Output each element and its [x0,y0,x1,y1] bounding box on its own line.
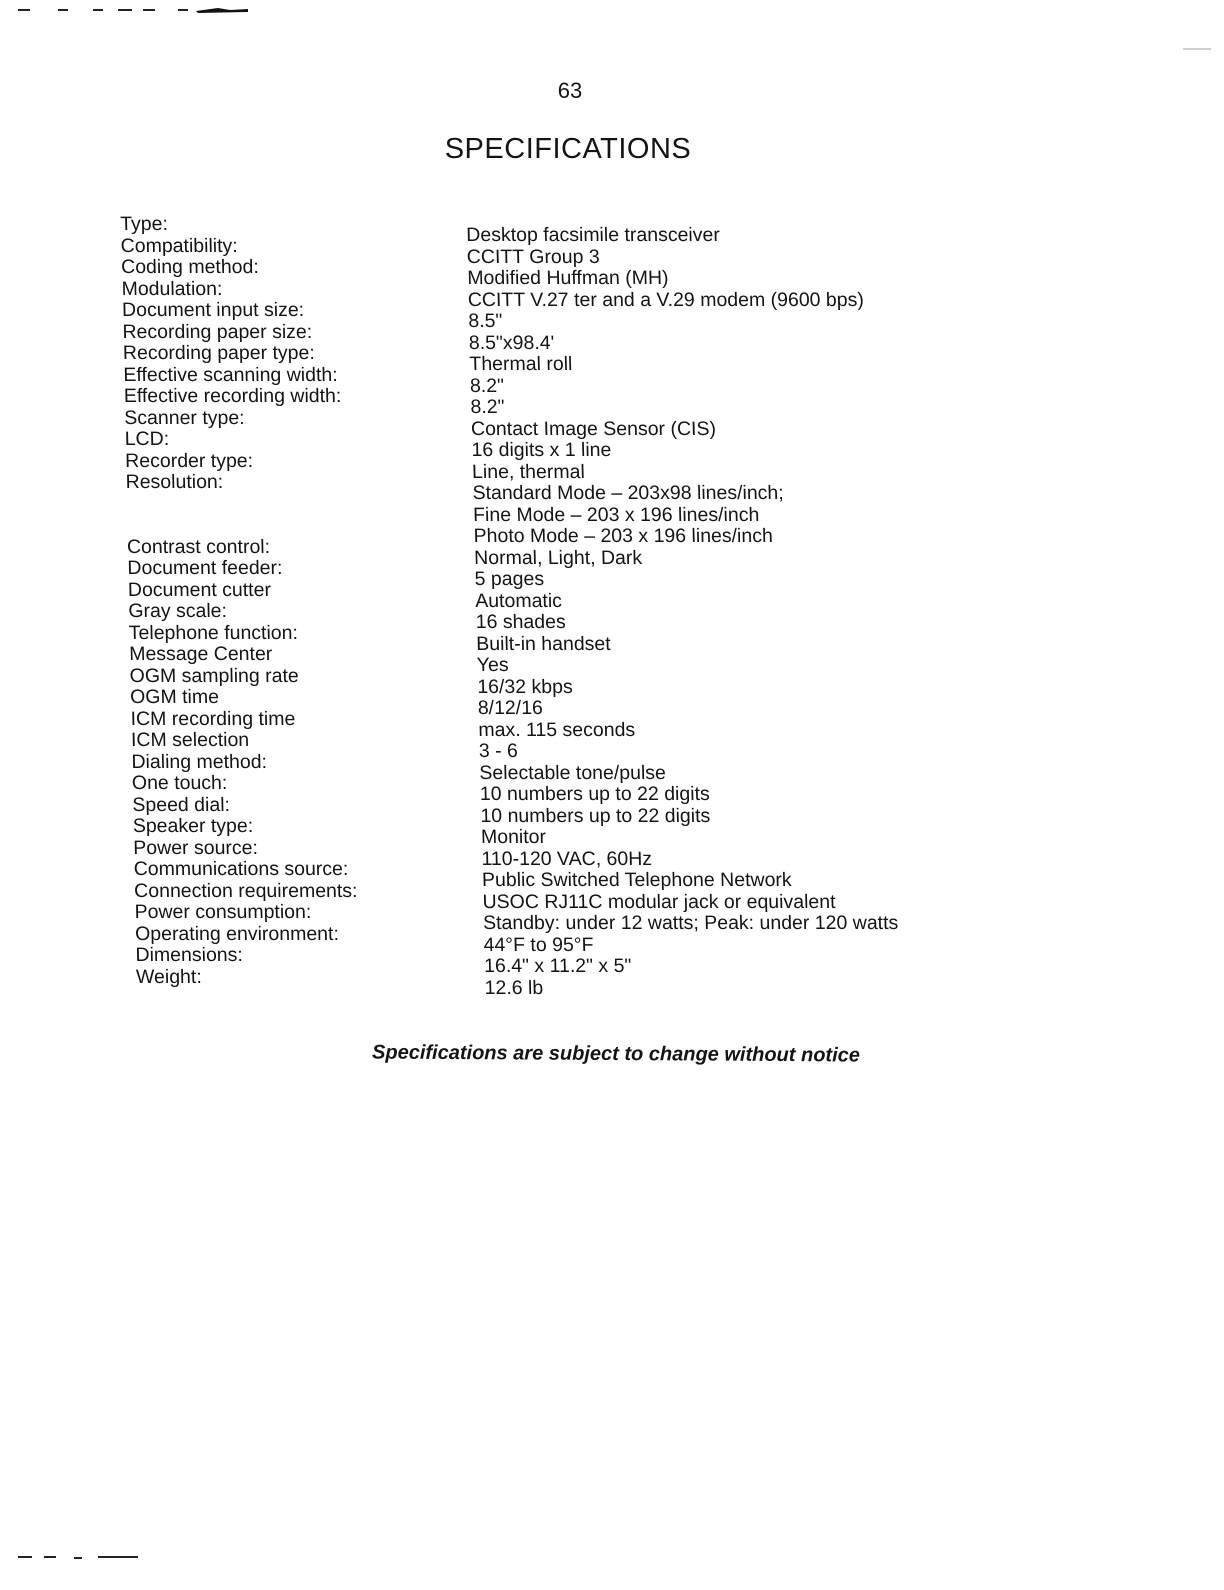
spec-label: Document cutter [127,578,272,601]
spec-label: Scanner type: [124,406,245,429]
spec-value: Monitor [480,826,547,848]
spec-value: Contact Image Sensor (CIS) [470,417,717,440]
spec-label: Speaker type: [132,815,254,837]
scan-edge-mark [18,1554,138,1560]
spec-value: 10 numbers up to 22 digits [480,804,711,827]
spec-value: Public Switched Telephone Network [481,869,792,891]
spec-value: 12.6 lb [484,976,544,999]
spec-value: 16.4" x 11.2" x 5" [483,955,632,977]
spec-value: 8/12/16 [477,697,544,719]
spec-label: Compatibility: [120,234,238,257]
spec-label: Weight: [135,965,202,988]
spec-value: 8.5" [468,310,503,332]
spec-label: ICM selection [130,729,250,751]
spec-label: OGM sampling rate [129,664,299,687]
spec-label: Coding method: [120,256,260,278]
spec-value: USOC RJ11C modular jack or equivalent [482,890,836,913]
spec-label: Type: [119,213,169,235]
page-number: 63 [557,78,583,103]
spec-value: 8.2" [470,396,505,418]
spec-label: Document input size: [121,299,305,321]
spec-value: Automatic [474,589,563,612]
spec-label: Power source: [133,836,259,859]
spec-label: Document feeder: [127,557,283,579]
spec-label: Resolution: [125,471,224,493]
spec-value: Selectable tone/pulse [479,761,667,784]
spec-label: Recording paper size: [122,320,313,343]
spec-value: 8.5"x98.4' [468,331,555,354]
spec-label: Connection requirements: [133,879,358,902]
spec-value: 16 digits x 1 line [471,439,612,461]
spec-value: Yes [476,654,509,676]
spec-labels-column [120,214,456,988]
spec-value: 3 - 6 [478,740,519,762]
spec-value: 16 shades [475,611,566,633]
spec-label: OGM time [129,686,220,708]
scan-edge-mark [1183,48,1211,50]
spec-values-column [466,225,955,999]
spec-value: Thermal roll [469,353,573,375]
spec-gap [126,494,447,537]
spec-label: Contrast control: [126,535,271,558]
spec-label: Operating environment: [134,922,340,945]
scan-edge-mark [18,6,248,14]
spec-value: Normal, Light, Dark [473,546,643,569]
spec-value: Fine Mode – 203 x 196 lines/inch [472,503,760,526]
spec-value: Photo Mode – 203 x 196 lines/inch [473,525,774,547]
spec-value: Standby: under 12 watts; Peak: under 120 watts [482,912,899,934]
spec-label: Effective scanning width: [123,363,338,386]
spec-label: ICM recording time [130,707,296,730]
spec-label: Dialing method: [131,750,268,773]
spec-label: Telephone function: [128,621,299,644]
spec-label: Gray scale: [128,600,228,622]
spec-value: Standard Mode – 203x98 lines/inch; [472,482,784,504]
page-title: SPECIFICATIONS [444,133,692,165]
disclaimer-notice: Specifications are subject to change without notice [372,1041,861,1067]
spec-label: Message Center [128,643,273,665]
spec-value: 44°F to 95°F [483,933,594,956]
spec-value: 5 pages [474,568,545,590]
spec-label: Modulation: [121,277,223,300]
spec-value: CCITT Group 3 [466,245,600,268]
spec-label: Recorder type: [124,449,254,472]
spec-value: CCITT V.27 ter and a V.29 modem (9600 bps) [467,288,865,311]
spec-label: One touch: [131,772,228,794]
spec-label: Recording paper type: [122,342,316,364]
spec-value: 16/32 kbps [477,675,573,698]
spec-value: 10 numbers up to 22 digits [479,783,710,805]
spec-value: Line, thermal [471,460,586,483]
spec-value: 110-120 VAC, 60Hz [481,847,653,870]
spec-value: Built-in handset [475,632,611,655]
spec-value: max. 115 seconds [478,718,636,741]
spec-value: Desktop facsimile transceiver [465,224,721,246]
spec-value: Modified Huffman (MH) [467,267,669,289]
spec-label: LCD: [124,428,170,450]
spec-label: Effective recording width: [123,385,342,407]
spec-label: Dimensions: [135,944,244,966]
spec-label: Speed dial: [132,793,231,816]
spec-label: Communications source: [133,858,349,880]
spec-value: 8.2" [469,374,505,397]
spec-label: Power consumption: [134,901,312,923]
